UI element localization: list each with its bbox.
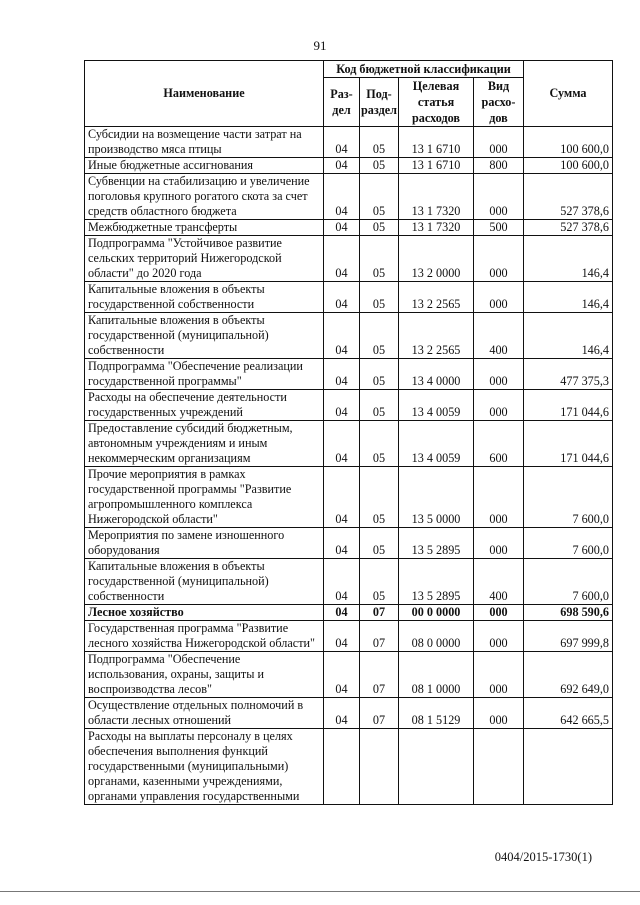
cell-target: 13 1 6710 bbox=[399, 158, 474, 174]
cell-podrazdel bbox=[360, 729, 399, 805]
cell-podrazdel: 05 bbox=[360, 467, 399, 528]
cell-razdel: 04 bbox=[324, 605, 360, 621]
cell-razdel: 04 bbox=[324, 621, 360, 652]
cell-name: Государственная программа "Развитие лесного хозяйства Нижегородской области" bbox=[85, 621, 324, 652]
cell-vid: 600 bbox=[474, 421, 524, 467]
cell-name: Капитальные вложения в объекты государственной (муниципальной) собственности bbox=[85, 559, 324, 605]
cell-vid: 000 bbox=[474, 390, 524, 421]
cell-razdel: 04 bbox=[324, 359, 360, 390]
cell-vid: 000 bbox=[474, 698, 524, 729]
cell-sum bbox=[524, 729, 613, 805]
cell-target: 13 5 2895 bbox=[399, 559, 474, 605]
cell-target: 13 4 0000 bbox=[399, 359, 474, 390]
cell-podrazdel: 05 bbox=[360, 421, 399, 467]
cell-vid: 500 bbox=[474, 220, 524, 236]
cell-razdel: 04 bbox=[324, 528, 360, 559]
cell-vid: 400 bbox=[474, 559, 524, 605]
header-target: Целевая статья расходов bbox=[399, 78, 474, 127]
cell-sum: 7 600,0 bbox=[524, 467, 613, 528]
cell-sum: 477 375,3 bbox=[524, 359, 613, 390]
table-row bbox=[85, 236, 613, 282]
cell-podrazdel: 07 bbox=[360, 605, 399, 621]
cell-vid: 000 bbox=[474, 174, 524, 220]
cell-sum: 697 999,8 bbox=[524, 621, 613, 652]
budget-table bbox=[84, 60, 613, 805]
table-row bbox=[85, 467, 613, 528]
cell-name: Расходы на выплаты персоналу в целях обеспечения выполнения функций государственными (муниципальными) органами, казенными учреждениями, органами управления государственными bbox=[85, 729, 324, 805]
cell-target: 13 5 2895 bbox=[399, 528, 474, 559]
cell-podrazdel: 05 bbox=[360, 127, 399, 158]
cell-podrazdel: 05 bbox=[360, 359, 399, 390]
cell-razdel: 04 bbox=[324, 220, 360, 236]
table-row bbox=[85, 621, 613, 652]
cell-target: 08 0 0000 bbox=[399, 621, 474, 652]
header-code-group: Код бюджетной классификации bbox=[324, 61, 524, 78]
cell-target: 13 4 0059 bbox=[399, 421, 474, 467]
table-row bbox=[85, 313, 613, 359]
page-number: 91 bbox=[313, 38, 327, 53]
cell-sum: 100 600,0 bbox=[524, 127, 613, 158]
header-podrazdel: Под-раздел bbox=[360, 78, 399, 127]
cell-target: 13 5 0000 bbox=[399, 467, 474, 528]
cell-name: Прочие мероприятия в рамках государственной программы "Развитие агропромышленного комплекса Нижегородской области" bbox=[85, 467, 324, 528]
table-row bbox=[85, 127, 613, 158]
cell-vid: 000 bbox=[474, 127, 524, 158]
cell-razdel: 04 bbox=[324, 127, 360, 158]
table-row bbox=[85, 729, 613, 805]
cell-razdel bbox=[324, 729, 360, 805]
cell-name: Расходы на обеспечение деятельности государственных учреждений bbox=[85, 390, 324, 421]
cell-name: Капитальные вложения в объекты государственной (муниципальной) собственности bbox=[85, 313, 324, 359]
cell-sum: 642 665,5 bbox=[524, 698, 613, 729]
cell-sum: 527 378,6 bbox=[524, 220, 613, 236]
cell-razdel: 04 bbox=[324, 698, 360, 729]
cell-podrazdel: 05 bbox=[360, 390, 399, 421]
cell-vid: 000 bbox=[474, 282, 524, 313]
cell-razdel: 04 bbox=[324, 421, 360, 467]
table-row bbox=[85, 421, 613, 467]
cell-razdel: 04 bbox=[324, 313, 360, 359]
cell-name: Мероприятия по замене изношенного оборудования bbox=[85, 528, 324, 559]
header-razdel: Раз-дел bbox=[324, 78, 360, 127]
cell-target: 13 2 2565 bbox=[399, 313, 474, 359]
table-row bbox=[85, 559, 613, 605]
cell-target: 00 0 0000 bbox=[399, 605, 474, 621]
cell-target: 13 4 0059 bbox=[399, 390, 474, 421]
cell-name: Субвенции на стабилизацию и увеличение поголовья крупного рогатого скота за счет средств областного бюджета bbox=[85, 174, 324, 220]
cell-name: Иные бюджетные ассигнования bbox=[85, 158, 324, 174]
table-row bbox=[85, 174, 613, 220]
cell-name: Субсидии на возмещение части затрат на производство мяса птицы bbox=[85, 127, 324, 158]
header-name: Наименование bbox=[85, 61, 324, 127]
cell-target: 13 2 2565 bbox=[399, 282, 474, 313]
cell-name: Лесное хозяйство bbox=[85, 605, 324, 621]
cell-sum: 146,4 bbox=[524, 236, 613, 282]
cell-name: Предоставление субсидий бюджетным, автономным учреждениям и иным некоммерческим организациям bbox=[85, 421, 324, 467]
cell-sum: 171 044,6 bbox=[524, 421, 613, 467]
table-row bbox=[85, 605, 613, 621]
cell-sum: 527 378,6 bbox=[524, 174, 613, 220]
cell-razdel: 04 bbox=[324, 236, 360, 282]
cell-target bbox=[399, 729, 474, 805]
cell-target: 13 1 7320 bbox=[399, 174, 474, 220]
cell-podrazdel: 05 bbox=[360, 174, 399, 220]
table-row bbox=[85, 359, 613, 390]
table-row bbox=[85, 390, 613, 421]
cell-podrazdel: 05 bbox=[360, 158, 399, 174]
cell-razdel: 04 bbox=[324, 559, 360, 605]
cell-podrazdel: 05 bbox=[360, 220, 399, 236]
cell-razdel: 04 bbox=[324, 174, 360, 220]
table-row bbox=[85, 220, 613, 236]
cell-vid: 000 bbox=[474, 236, 524, 282]
cell-razdel: 04 bbox=[324, 282, 360, 313]
cell-target: 13 1 7320 bbox=[399, 220, 474, 236]
header-row-1 bbox=[85, 61, 613, 78]
cell-podrazdel: 05 bbox=[360, 559, 399, 605]
cell-podrazdel: 05 bbox=[360, 236, 399, 282]
cell-vid: 400 bbox=[474, 313, 524, 359]
cell-razdel: 04 bbox=[324, 467, 360, 528]
header-vid: Вид расхо-дов bbox=[474, 78, 524, 127]
cell-name: Подпрограмма "Обеспечение реализации государственной программы" bbox=[85, 359, 324, 390]
cell-vid: 000 bbox=[474, 605, 524, 621]
cell-podrazdel: 07 bbox=[360, 652, 399, 698]
cell-target: 08 1 5129 bbox=[399, 698, 474, 729]
cell-sum: 100 600,0 bbox=[524, 158, 613, 174]
cell-vid: 000 bbox=[474, 467, 524, 528]
cell-name: Подпрограмма "Устойчивое развитие сельских территорий Нижегородской области" до 2020 года bbox=[85, 236, 324, 282]
cell-vid: 000 bbox=[474, 359, 524, 390]
cell-vid: 000 bbox=[474, 528, 524, 559]
cell-target: 13 2 0000 bbox=[399, 236, 474, 282]
cell-podrazdel: 07 bbox=[360, 698, 399, 729]
cell-name: Межбюджетные трансферты bbox=[85, 220, 324, 236]
cell-razdel: 04 bbox=[324, 652, 360, 698]
document-code: 0404/2015-1730(1) bbox=[494, 850, 592, 864]
cell-razdel: 04 bbox=[324, 390, 360, 421]
cell-sum: 146,4 bbox=[524, 313, 613, 359]
cell-target: 13 1 6710 bbox=[399, 127, 474, 158]
cell-podrazdel: 05 bbox=[360, 282, 399, 313]
cell-razdel: 04 bbox=[324, 158, 360, 174]
cell-sum: 7 600,0 bbox=[524, 528, 613, 559]
cell-vid: 000 bbox=[474, 652, 524, 698]
cell-vid bbox=[474, 729, 524, 805]
cell-podrazdel: 05 bbox=[360, 313, 399, 359]
cell-podrazdel: 05 bbox=[360, 528, 399, 559]
cell-sum: 171 044,6 bbox=[524, 390, 613, 421]
cell-vid: 000 bbox=[474, 621, 524, 652]
table-row bbox=[85, 158, 613, 174]
cell-target: 08 1 0000 bbox=[399, 652, 474, 698]
cell-vid: 800 bbox=[474, 158, 524, 174]
cell-sum: 7 600,0 bbox=[524, 559, 613, 605]
header-sum: Сумма bbox=[524, 61, 613, 127]
table-row bbox=[85, 528, 613, 559]
cell-name: Подпрограмма "Обеспечение использования, охраны, защиты и воспроизводства лесов" bbox=[85, 652, 324, 698]
bottom-rule bbox=[0, 891, 640, 892]
table-row bbox=[85, 652, 613, 698]
cell-sum: 692 649,0 bbox=[524, 652, 613, 698]
cell-sum: 698 590,6 bbox=[524, 605, 613, 621]
table-body bbox=[85, 127, 613, 805]
table-row bbox=[85, 698, 613, 729]
cell-name: Капитальные вложения в объекты государственной собственности bbox=[85, 282, 324, 313]
cell-sum: 146,4 bbox=[524, 282, 613, 313]
cell-podrazdel: 07 bbox=[360, 621, 399, 652]
table-row bbox=[85, 282, 613, 313]
cell-name: Осуществление отдельных полномочий в области лесных отношений bbox=[85, 698, 324, 729]
